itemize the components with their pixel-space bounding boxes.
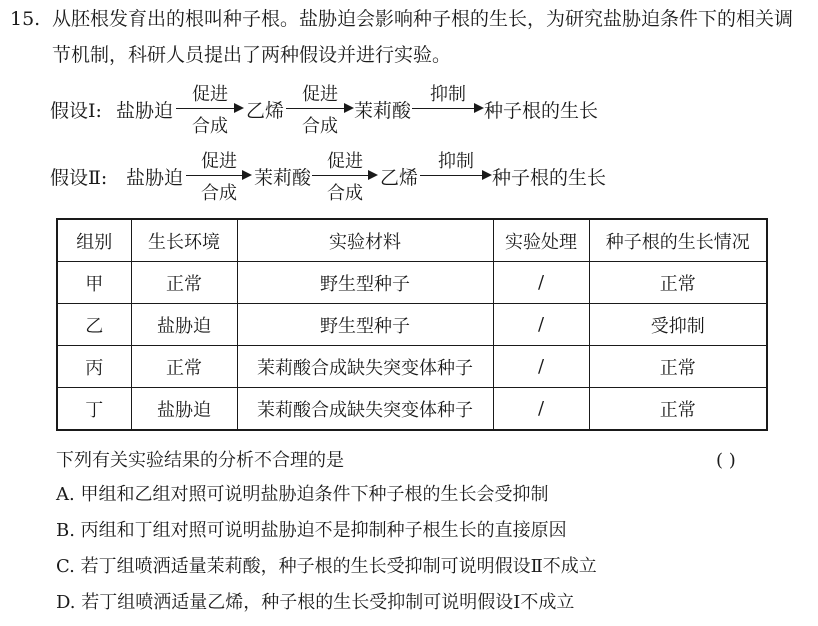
table-cell: 受抑制 xyxy=(589,304,767,346)
hypothesis-1-node-3: 种子根的生长 xyxy=(484,100,599,122)
table-header-cell: 组别 xyxy=(57,219,131,262)
table-cell: 正常 xyxy=(589,388,767,431)
question-stem-line1: 从胚根发育出的根叫种子根。盐胁迫会影响种子根的生长，为研究盐胁迫条件下的相关调 xyxy=(52,8,794,30)
hypothesis-1-arrow-1: 促进 合成 xyxy=(176,88,244,138)
hypothesis-2-arrow-3: 抑制 xyxy=(420,155,492,205)
hypothesis-2-node-2: 乙烯 xyxy=(380,167,419,189)
option-b[interactable]: B. 丙组和丁组对照可说明盐胁迫不是抑制种子根生长的直接原因 xyxy=(56,520,567,541)
hypothesis-2-start: 盐胁迫 xyxy=(126,167,184,189)
table-header-cell: 实验处理 xyxy=(493,219,589,262)
hypothesis-2-node-3: 种子根的生长 xyxy=(492,167,607,189)
table-row xyxy=(57,262,767,304)
table-cell: 野生型种子 xyxy=(237,304,493,346)
hypothesis-2-node-1: 茉莉酸 xyxy=(254,167,312,189)
hypothesis-1-arrow-2: 促进 合成 xyxy=(286,88,354,138)
table-cell: 野生型种子 xyxy=(237,262,493,304)
hypothesis-1-arrow-3: 抑制 xyxy=(412,88,484,138)
table-cell: / xyxy=(493,262,589,304)
hypothesis-1 xyxy=(50,84,610,138)
option-d[interactable]: D. 若丁组喷洒适量乙烯，种子根的生长受抑制可说明假设Ⅰ不成立 xyxy=(56,592,575,613)
table-cell: 茉莉酸合成缺失突变体种子 xyxy=(237,346,493,388)
answer-bracket: ( ) xyxy=(716,450,736,471)
hypothesis-1-label: 假设Ⅰ: xyxy=(50,100,102,122)
hypothesis-2 xyxy=(50,151,630,205)
table-cell: 盐胁迫 xyxy=(131,388,237,431)
table-cell: / xyxy=(493,346,589,388)
option-a[interactable]: A. 甲组和乙组对照可说明盐胁迫条件下种子根的生长会受抑制 xyxy=(56,484,549,505)
hypothesis-2-label: 假设Ⅱ: xyxy=(50,167,108,189)
table-cell: 正常 xyxy=(589,346,767,388)
table-cell: 盐胁迫 xyxy=(131,304,237,346)
table-header-cell: 生长环境 xyxy=(131,219,237,262)
table-cell: 丙 xyxy=(57,346,131,388)
table-header-cell: 实验材料 xyxy=(237,219,493,262)
option-c[interactable]: C. 若丁组喷洒适量茉莉酸，种子根的生长受抑制可说明假设Ⅱ不成立 xyxy=(56,556,597,577)
hypothesis-1-node-1: 乙烯 xyxy=(246,100,285,122)
table-row xyxy=(57,388,767,431)
table-cell: 乙 xyxy=(57,304,131,346)
table-cell: 茉莉酸合成缺失突变体种子 xyxy=(237,388,493,431)
table-cell: 正常 xyxy=(589,262,767,304)
experiment-table xyxy=(56,218,768,431)
table-cell: / xyxy=(493,304,589,346)
question-number: 15. xyxy=(10,8,41,30)
table-cell: 正常 xyxy=(131,262,237,304)
hypothesis-1-node-2: 茉莉酸 xyxy=(354,100,412,122)
hypothesis-2-arrow-2: 促进 合成 xyxy=(312,155,378,205)
table-header-row xyxy=(57,219,767,262)
question-stem-line2: 节机制，科研人员提出了两种假设并进行实验。 xyxy=(52,44,452,66)
question-prompt: 下列有关实验结果的分析不合理的是 xyxy=(56,450,344,471)
table-cell: 甲 xyxy=(57,262,131,304)
hypothesis-2-arrow-1: 促进 合成 xyxy=(186,155,252,205)
table-cell: / xyxy=(493,388,589,431)
table-header-cell: 种子根的生长情况 xyxy=(589,219,767,262)
table-cell: 正常 xyxy=(131,346,237,388)
table-row xyxy=(57,346,767,388)
hypothesis-1-start: 盐胁迫 xyxy=(116,100,174,122)
table-cell: 丁 xyxy=(57,388,131,431)
table-row xyxy=(57,304,767,346)
